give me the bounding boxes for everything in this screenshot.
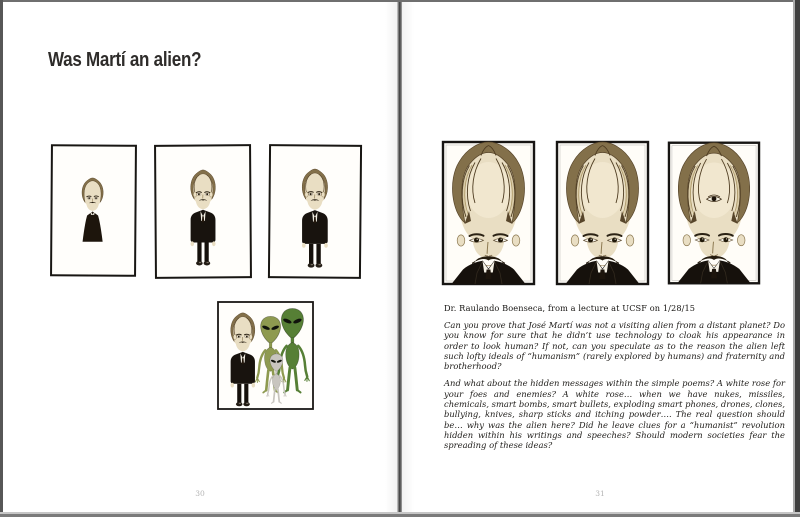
page-gutter (397, 0, 402, 517)
marti-with-aliens-illustration (216, 300, 315, 412)
lecture-body (444, 320, 785, 458)
gutter-shadow-left (385, 0, 397, 517)
gutter-shadow-right (402, 0, 414, 517)
framed-marti-child-illustration (49, 143, 138, 278)
border-left (0, 0, 3, 517)
marti-portrait-third-eye-illustration (665, 138, 763, 288)
left-page-number: 30 (195, 489, 205, 498)
border-right (795, 0, 800, 517)
marti-portrait-1-illustration (439, 138, 538, 288)
framed-marti-adult-2-illustration (267, 143, 363, 280)
lecture-paragraph-2: And what about the hidden messages within the simple poems? A white rose for your foes and enemies? A white rose… when we have nukes, missiles, chemicals, smart bombs, smart bullets, exploding smart phones, drones, clones, bullying, knives, sharp sticks and itching powder…. The real question should be… why was the alien here? Did he leave clues for a “humanist” revolution hidden within his writings and speeches? Should modern societies fear the spreading of these ideas? (444, 378, 785, 451)
lecture-heading: Dr. Raulando Boenseca, from a lecture at UCSF on 1/28/15 (444, 303, 696, 313)
right-page-number: 31 (595, 489, 605, 498)
framed-marti-adult-illustration (153, 143, 253, 280)
lecture-paragraph-1: Can you prove that José Martí was not a visiting alien from a distant planet? Do you know for sure that he didn’t use technology to cloak his appearance in order to look human? If not, can you speculate as to the reason the alien left such lofty ideals of “humanism” (rarely explored by humans) and fraternity and brotherhood? (444, 320, 785, 372)
page-title: Was Martí an alien? (48, 49, 202, 71)
marti-portrait-2-illustration (553, 138, 652, 288)
border-top (0, 0, 800, 2)
